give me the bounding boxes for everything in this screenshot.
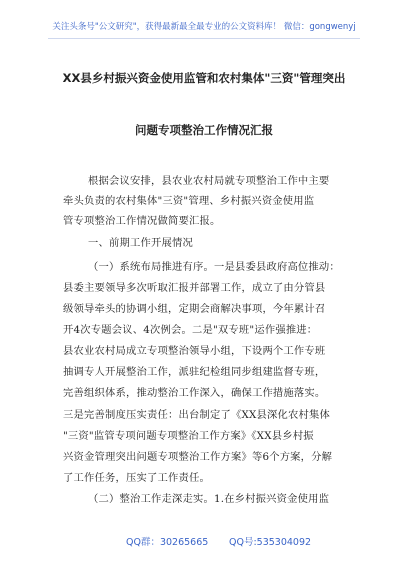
header-note: 关注头条号"公文研究"，获得最新最全最专业的公文资料库！ 微信：gongwenyj bbox=[52, 22, 356, 32]
body-line: 完善组织体系，推动整治工作深入，确保工作措施落实。 bbox=[63, 387, 326, 399]
document-title-line-1: XX县乡村振兴资金使用监管和农村集体"三资"管理突出 bbox=[62, 71, 346, 85]
body-line: 了工作任务，压实了工作责任。 bbox=[63, 472, 210, 484]
body-line: 管专项整治工作情况做简要汇报。 bbox=[63, 215, 221, 227]
body-line: 兴资金管理突出问题专项整治工作方案》等6个方案，分解 bbox=[63, 451, 333, 463]
footer-qq-group: QQ群：30265665 bbox=[126, 537, 209, 548]
header-divider bbox=[48, 38, 360, 39]
body-line: （一）系统布局推进有序。一是县委县政府高位推动： bbox=[88, 261, 340, 273]
body-line: 抽调专人开展整治工作，派驻纪检组同步组建监督专班， bbox=[63, 366, 326, 378]
body-line: 县委主要领导多次听取汇报并部署工作，成立了由分管县 bbox=[63, 282, 326, 294]
section-heading: 一、前期工作开展情况 bbox=[88, 237, 193, 249]
footer-qq-number: QQ号:535304092 bbox=[229, 537, 312, 548]
body-line: 县农业农村局成立专项整治领导小组，下设两个工作专班 bbox=[63, 345, 326, 357]
body-line: 开4次专题会议、4次例会。二是"双专班"运作强推进： bbox=[63, 324, 318, 336]
body-line: 根据会议安排，县农业农村局就专项整治工作中主要 bbox=[88, 175, 330, 187]
body-line: "三资"监管专项问题专项整治工作方案》《XX县乡村振 bbox=[63, 430, 314, 442]
body-line: 三是完善制度压实责任：出台制定了《XX县深化农村集体 bbox=[63, 409, 330, 421]
body-line: （二）整治工作走深走实。1.在乡村振兴资金使用监 bbox=[88, 493, 330, 505]
body-line: 牵头负责的农村集体"三资"管理、乡村振兴资金使用监 bbox=[63, 195, 315, 207]
body-line: 级领导牵头的协调小组，定期会商解决事项，今年累计召 bbox=[63, 303, 326, 315]
document-title-line-2: 问题专项整治工作情况汇报 bbox=[135, 123, 273, 137]
